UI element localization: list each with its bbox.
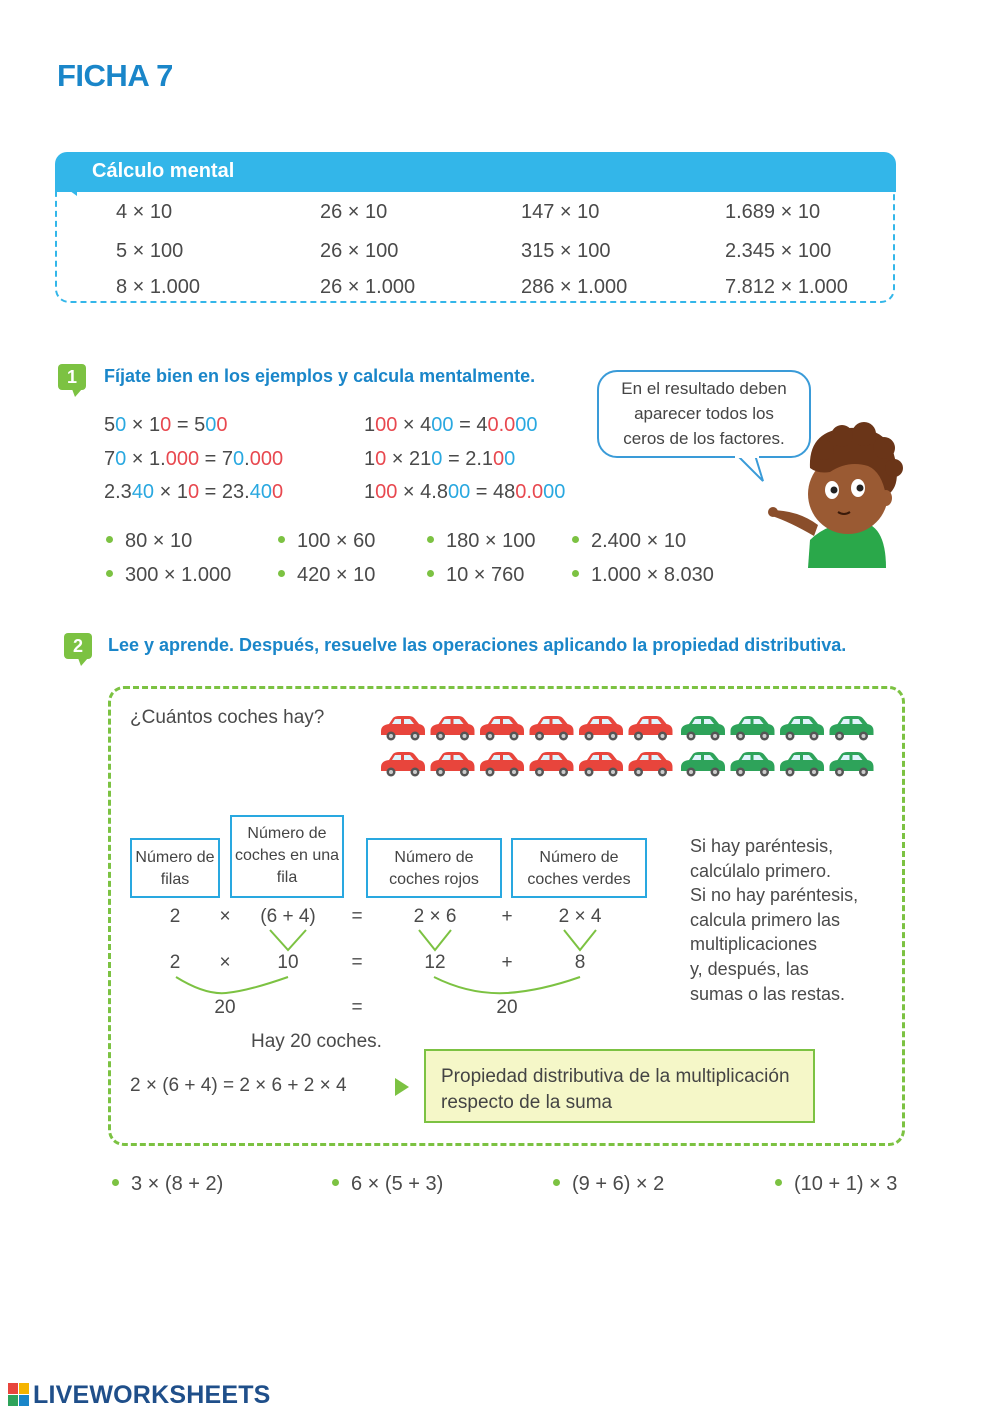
cm-cell: 4 × 10	[116, 201, 173, 223]
exercise-item[interactable]	[572, 564, 714, 587]
side-note-line: multiplicaciones	[690, 934, 818, 955]
equation-segment: 00	[375, 481, 398, 503]
equation-segment: = 2.1	[442, 448, 494, 470]
example-equation	[104, 414, 227, 437]
property-line: Propiedad distributiva de la multiplicación	[441, 1066, 790, 1087]
bullet-dot	[278, 536, 285, 543]
bullet-dot	[106, 570, 113, 577]
side-note-line: calcúlalo primero.	[690, 860, 832, 881]
green-car	[780, 716, 824, 741]
activity-2-instruction: Lee y aprende. Después, resuelve las operaciones aplicando la propiedad distributiva.	[108, 635, 847, 655]
cm-cell: 1.689 × 10	[725, 201, 821, 223]
red-car	[431, 752, 475, 777]
label-green-cars	[511, 838, 647, 898]
equation-segment: 0	[431, 448, 443, 470]
page-title: FICHA 7	[57, 58, 173, 93]
equation-segment: 0	[160, 414, 172, 436]
example-equation	[364, 481, 565, 504]
cm-cell: 2.345 × 100	[725, 240, 832, 262]
expr-token: ×	[219, 906, 231, 927]
question-text: ¿Cuántos coches hay?	[130, 707, 325, 728]
red-car	[579, 752, 623, 777]
equation-segment: 0	[271, 481, 284, 503]
bullet-dot	[278, 570, 285, 577]
exercise-item[interactable]	[106, 530, 192, 553]
equation-segment: × 21	[386, 448, 432, 470]
exercise-item[interactable]	[278, 564, 375, 587]
equation-segment: = 4	[453, 414, 488, 436]
cm-cell: 315 × 100	[521, 240, 611, 262]
label-text: Número de coches verdes	[527, 849, 631, 888]
bubble-line: ceros de los factores.	[623, 429, 785, 448]
equation-segment: × 1.	[126, 448, 166, 470]
green-car	[681, 716, 725, 741]
activity-1-badge: 1	[58, 364, 86, 390]
label-text: Número de coches en una fila	[234, 825, 340, 886]
equation-segment: 0.0	[487, 414, 516, 436]
expr-token: 2	[169, 952, 181, 973]
exercise-item[interactable]	[278, 530, 375, 553]
red-car	[480, 752, 524, 777]
side-note-line: Si no hay paréntesis,	[690, 885, 859, 906]
example-equation	[104, 448, 283, 471]
speech-bubble-tail	[735, 455, 765, 483]
exercise-text: 6 × (5 + 3)	[351, 1173, 444, 1195]
activity-2-badge-tail	[78, 658, 88, 666]
exercise-item[interactable]	[427, 564, 524, 587]
label-text: Número de coches rojos	[389, 849, 479, 888]
expr-token: +	[501, 952, 513, 973]
label-text: Número de filas	[135, 849, 215, 888]
expr-token: 2	[169, 906, 181, 927]
green-car	[830, 716, 874, 741]
equation-segment: 00	[543, 481, 566, 503]
equation-segment: 0	[493, 448, 505, 470]
side-note-line: Si hay paréntesis,	[690, 836, 834, 856]
equation-segment: 5	[104, 414, 116, 436]
property-box	[424, 1049, 815, 1123]
expr-token: 20	[214, 997, 236, 1018]
equation-segment: = 23.	[199, 481, 250, 503]
exercise-text: 10 × 760	[446, 564, 525, 586]
equation-segment: 0	[205, 414, 217, 436]
exercise-text: (9 + 6) × 2	[572, 1173, 665, 1195]
cm-cell: 5 × 100	[116, 240, 184, 262]
expr-token: ×	[219, 952, 231, 973]
equation-segment: 00	[515, 414, 538, 436]
bullet-dot	[112, 1179, 119, 1186]
equation-segment: 40	[131, 481, 155, 503]
expr-token: 10	[277, 952, 299, 973]
activity-1-badge-tail	[72, 389, 82, 397]
bullet-dot	[572, 536, 579, 543]
boy-illustration	[768, 410, 918, 568]
equation-segment: = 7	[199, 448, 234, 470]
bubble-line: aparecer todos los	[634, 404, 774, 423]
expr-token: 2 × 6	[413, 906, 457, 927]
equation-segment: 00	[431, 414, 454, 436]
example-equation	[104, 481, 283, 504]
equation-segment: 40	[249, 481, 272, 503]
equation-segment: 0	[233, 448, 245, 470]
green-car	[731, 752, 775, 777]
equation-segment: 7	[104, 448, 116, 470]
side-note	[690, 834, 858, 1006]
exercise-text: 420 × 10	[297, 564, 376, 586]
side-note-line: calcula primero las	[690, 909, 841, 930]
equation-segment: 0	[504, 448, 516, 470]
red-car	[629, 716, 673, 741]
bullet-dot	[572, 570, 579, 577]
cm-cell: 26 × 100	[320, 240, 399, 262]
exercise-item[interactable]	[775, 1173, 897, 1196]
exercise-item[interactable]	[572, 530, 686, 553]
activity-1-instruction: Fíjate bien en los ejemplos y calcula mentalmente.	[104, 366, 536, 386]
activity-2-badge: 2	[64, 633, 92, 659]
equation-segment: 0	[115, 448, 127, 470]
red-car	[431, 716, 475, 741]
cm-cell: 8 × 1.000	[116, 276, 200, 298]
calculo-mental-title: Cálculo mental	[92, 160, 235, 182]
equation-segment: 1	[364, 414, 376, 436]
label-red-cars	[366, 838, 502, 898]
cm-cell: 26 × 10	[320, 201, 388, 223]
arrow-right-icon	[395, 1078, 409, 1096]
red-car	[530, 752, 574, 777]
liveworksheets-logo-icon	[8, 1383, 30, 1407]
equation-segment: 0.0	[515, 481, 544, 503]
answer-text: Hay 20 coches.	[251, 1031, 382, 1052]
exercise-item[interactable]	[112, 1173, 223, 1196]
expr-token: 2 × 4	[558, 906, 602, 927]
example-equation	[364, 414, 538, 437]
exercise-item[interactable]	[427, 530, 536, 553]
expr-token: 8	[574, 952, 586, 973]
equation-segment: × 4	[397, 414, 432, 436]
red-car	[381, 752, 425, 777]
bullet-dot	[106, 536, 113, 543]
equation-segment: 1	[364, 481, 376, 503]
cm-cell: 147 × 10	[521, 201, 600, 223]
green-car	[681, 752, 725, 777]
equation-segment: × 1	[154, 481, 188, 503]
property-line: respecto de la suma	[441, 1092, 613, 1113]
exercise-text: 3 × (8 + 2)	[131, 1173, 224, 1195]
exercise-item[interactable]	[106, 564, 231, 587]
red-car	[381, 716, 425, 741]
expr-token: (6 + 4)	[260, 906, 316, 927]
cm-cell: 7.812 × 1.000	[725, 276, 848, 298]
equation-segment: 0	[115, 414, 127, 436]
equation-segment: 00	[447, 481, 471, 503]
side-note-line: sumas o las restas.	[690, 983, 846, 1004]
equation-segment: = 5	[171, 414, 206, 436]
bullet-dot	[332, 1179, 339, 1186]
side-note-line: y, después, las	[690, 958, 809, 979]
equation-segment: 00	[375, 414, 398, 436]
exercise-item[interactable]	[332, 1173, 443, 1196]
expr-token: =	[351, 906, 363, 927]
equation-segment: × 4.8	[397, 481, 448, 503]
green-car	[731, 716, 775, 741]
red-car	[579, 716, 623, 741]
equation-segment: × 1	[126, 414, 161, 436]
exercise-text: 300 × 1.000	[125, 564, 232, 586]
equation-segment: 0	[375, 448, 387, 470]
equation-segment: 0	[187, 481, 200, 503]
cars-illustration	[375, 712, 895, 780]
exercise-text: (10 + 1) × 3	[794, 1173, 898, 1195]
exercise-text: 180 × 100	[446, 530, 536, 552]
expr-token: +	[501, 906, 513, 927]
red-car	[530, 716, 574, 741]
equation-segment: 000	[165, 448, 200, 470]
label-cars-per-row	[230, 815, 344, 898]
formula-text: 2 × (6 + 4) = 2 × 6 + 2 × 4	[130, 1075, 347, 1096]
equation-segment: .	[244, 448, 250, 470]
cm-cell: 286 × 1.000	[521, 276, 628, 298]
equation-segment: = 48	[470, 481, 516, 503]
bullet-dot	[427, 570, 434, 577]
exercise-text: 2.400 × 10	[591, 530, 687, 552]
footer-brand[interactable]: LIVEWORKSHEETS	[33, 1381, 271, 1409]
red-car	[480, 716, 524, 741]
red-car	[629, 752, 673, 777]
bullet-dot	[553, 1179, 560, 1186]
equation-segment: 1	[364, 448, 376, 470]
equation-segment: 000	[249, 448, 284, 470]
equation-segment: 2.3	[104, 481, 132, 503]
green-car	[830, 752, 874, 777]
bubble-line: En el resultado deben	[621, 379, 787, 398]
example-equation	[364, 448, 515, 471]
equation-segment: 0	[216, 414, 228, 436]
bullet-dot	[775, 1179, 782, 1186]
exercise-text: 80 × 10	[125, 530, 193, 552]
exercise-text: 1.000 × 8.030	[591, 564, 714, 586]
label-rows	[130, 838, 220, 898]
expr-token: 20	[496, 997, 518, 1018]
bullet-dot	[427, 536, 434, 543]
exercise-text: 100 × 60	[297, 530, 376, 552]
exercise-item[interactable]	[553, 1173, 664, 1196]
green-car	[780, 752, 824, 777]
cm-cell: 26 × 1.000	[320, 276, 416, 298]
expr-token: 12	[424, 952, 446, 973]
expr-token: =	[351, 997, 363, 1018]
expr-token: =	[351, 952, 363, 973]
